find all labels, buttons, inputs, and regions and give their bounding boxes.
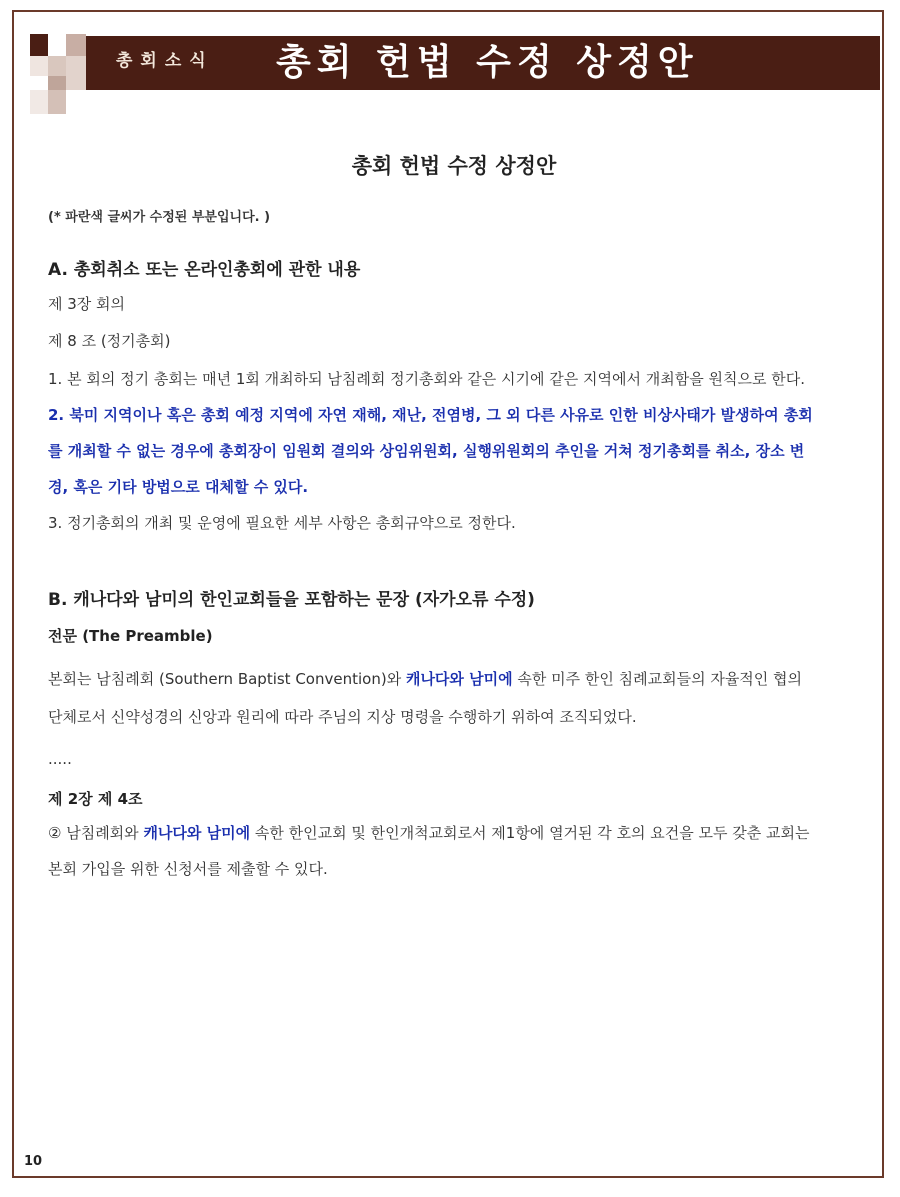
preamble-text-before: 본회는 남침례회 (Southern Baptist Convention)와 — [48, 670, 406, 688]
section-a-chapter: 제 3장 회의 — [48, 295, 126, 313]
preamble-line-2: 단체로서 신약성경의 신앙과 원리에 따라 주님의 지상 명령을 수행하기 위하여 조직되었다. — [48, 708, 637, 726]
preamble-highlight: 캐나다와 남미에 — [405, 670, 513, 688]
edit-note: (* 파란색 글씨가 수정된 부분입니다. ) — [48, 210, 271, 225]
article-line-2: 본회 가입을 위한 신청서를 제출할 수 있다. — [48, 860, 328, 878]
section-a-item-3: 3. 정기총회의 개최 및 운영에 필요한 세부 사항은 총회규약으로 정한다. — [48, 514, 516, 532]
article-text-before: ② 남침례회와 — [48, 824, 144, 842]
section-a-item-1: 1. 본 회의 정기 총회는 매년 1회 개최하되 남침례회 정기총회와 같은 시기에 같은 지역에서 개최함을 원칙으로 한다. — [48, 370, 805, 388]
article-highlight: 캐나다와 남미에 — [143, 824, 251, 842]
preamble-line-1 — [48, 668, 802, 689]
document-title: 총회 헌법 수정 상정안 — [351, 154, 557, 178]
preamble-text-after: 속한 미주 한인 침례교회들의 자율적인 협의 — [512, 670, 803, 688]
section-a-item-2-line-2: 를 개최할 수 없는 경우에 총회장이 임원회 결의와 상임위원회, 실행위원회의 추인을 거쳐 정기총회를 취소, 장소 변 — [48, 442, 805, 460]
header-title: 총회 헌법 수정 상정안 — [276, 42, 699, 83]
section-a-heading: A. 총회취소 또는 온라인총회에 관한 내용 — [48, 260, 361, 280]
section-b-heading: B. 캐나다와 남미의 한인교회들을 포함하는 문장 (자가오류 수정) — [48, 590, 535, 610]
page-number: 10 — [24, 1154, 43, 1169]
article-heading: 제 2장 제 4조 — [48, 790, 143, 808]
section-a-item-2-line-1: 2. 북미 지역이나 혹은 총회 예정 지역에 자연 재해, 재난, 전염병, 그 외 다른 사유로 인한 비상사태가 발생하여 총회 — [48, 406, 813, 424]
article-line-1 — [48, 822, 810, 843]
article-text-after: 속한 한인교회 및 한인개척교회로서 제1항에 열거된 각 호의 요건을 모두 갖춘 교회는 — [250, 824, 810, 842]
section-a-item-2-line-3: 경, 혹은 기타 방법으로 대체할 수 있다. — [48, 478, 309, 496]
ellipsis: ..... — [48, 750, 72, 768]
preamble-heading: 전문 (The Preamble) — [48, 627, 213, 645]
header-section-tag: 총회소식 — [116, 51, 214, 71]
section-a-article: 제 8 조 (정기총회) — [48, 332, 171, 350]
